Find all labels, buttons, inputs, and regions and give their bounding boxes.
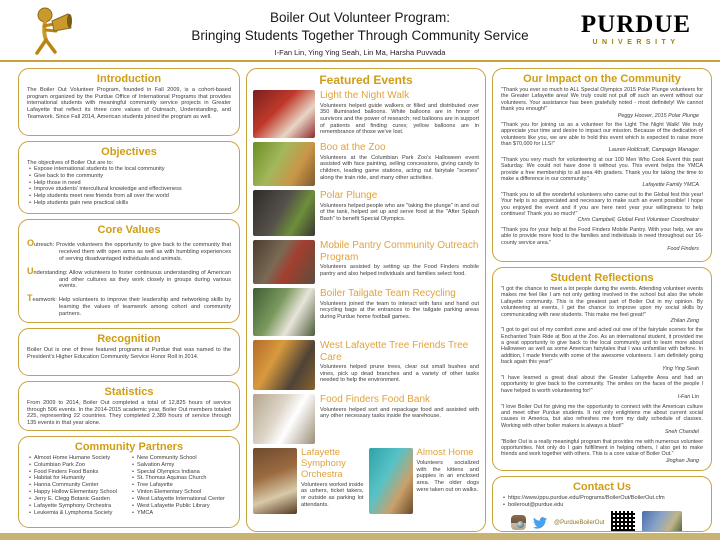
quote-attribution: Lauren Holdcraft, Campaign Manager (608, 147, 699, 154)
core-values-title: Core Values (97, 224, 161, 236)
partner-item: • Lafayette Symphony Orchestra (27, 503, 128, 510)
light-the-night-photo (253, 90, 315, 138)
section-contact-us (492, 476, 712, 532)
quote-attribution: Chris Campbell, Global Fest Volunteer Coordinator (577, 217, 699, 224)
quote-text: "Thank you to all the wonderful volunteers who came out to the Global fest this year! Your help is so appreciated and necessary to make such an event possible! I hope you enjoyed the event and if you are here next year your willingness to help continues! Thank you so much!" (501, 191, 703, 218)
partner-item: • Food Finders Food Banks (27, 469, 128, 476)
impact-quote (501, 227, 703, 253)
objective-item: • Give back to the community (27, 173, 231, 180)
section-student-reflections (492, 267, 712, 471)
impact-title: Our Impact on the Community (523, 73, 681, 85)
core-value-understanding: Understanding: Allow volunteers to foster continuous understanding of American and other cultures as they work closely in groups during various events. (27, 265, 231, 290)
reflection-quote (501, 286, 703, 324)
quote-text: "I have learned a great deal about the Greater Lafayette Area and had an opportunity to give back to the community. The smiles on the faces of the people I have helped is worth volunteering for!" (501, 375, 703, 394)
partner-item: • YMCA (130, 510, 231, 517)
quote-attribution: Ying Ying Seah (662, 365, 699, 372)
qr-code (611, 511, 635, 532)
quote-text: "I got to get out of my comfort zone and acted out one of the fairytale scenes for the Enchanted Train Ride at Boo at the Zoo. As an international student, it provided me a great opportunity to give back to the local community and to learn more about Halloween as well as some American fairytales that I was unfamiliar with before. In addition, I made friends with some of the awesome volunteers. I am definitely going back again this year!" (501, 327, 703, 366)
partner-item: • West Lafayette International Center (130, 496, 231, 503)
partner-item: • Habitat for Humanity (27, 475, 128, 482)
event-body: Volunteers helped people who are "taking the plunge" in and out of the tank, helped set up and serve food at the "After Splash Bash" to benefit Special Olympics. (320, 202, 479, 222)
event-almost-home (369, 448, 480, 514)
partner-item: • Special Olympics Indiana (130, 469, 231, 476)
introduction-body: The Boiler Out Volunteer Program, founded in Fall 2009, is a cohort-based program organized by the Purdue Office of International Programs that provides international students with meaningful community service projects in Greater Lafayette that reflect its three core values of Outreach, Understanding, and Teamwork. Since Fall 2014, American students joined the program as well. (27, 87, 231, 120)
event-boo-at-the-zoo (253, 142, 479, 186)
objective-item: • Help students meet new friends from all over the world (27, 193, 231, 200)
purdue-wordmark: PURDUE (580, 11, 692, 38)
objective-item: • Expose international students to the local community (27, 166, 231, 173)
mobile-pantry-photo (253, 240, 315, 284)
partner-item: • Happy Hollow Elementary School (27, 489, 128, 496)
partner-item: • New Community School (130, 455, 231, 462)
reflections-title: Student Reflections (550, 272, 654, 284)
event-body: Volunteers assisted by setting up the Food Finders mobile pantry and also helped individuals and families select food. (320, 264, 479, 277)
partner-item: • Jerry E. Clegg Botanic Garden (27, 496, 128, 503)
objective-item: • Help those in need (27, 180, 231, 187)
community-partners-title: Community Partners (74, 441, 184, 453)
event-food-finders-food-bank (253, 394, 479, 444)
quote-text: "Thank you ever so much to ALL Special Olympics 2015 Polar Plunge volunteers for the Greater Lafayette area! We truly could not pull off such an event without our volunteers. Your assistance has been gratefully noted - most definitely! We cannot thank you enough!" (501, 87, 703, 113)
boo-at-the-zoo-photo (253, 142, 315, 186)
objective-item: • Improve students' intercultural knowledge and effectiveness (27, 186, 231, 193)
event-light-the-night-walk (253, 90, 479, 138)
event-tree-friends-tree-care (253, 340, 479, 390)
impact-quote (501, 157, 703, 189)
almost-home-photo (369, 448, 413, 514)
partner-item: • St. Thomas Aquinas Church (130, 475, 231, 482)
reflection-quote (501, 375, 703, 401)
event-heading: Boo at the Zoo (320, 142, 386, 153)
objectives-title: Objectives (101, 146, 157, 158)
featured-events-title: Featured Events (319, 73, 413, 87)
statistics-body: From 2009 to 2014, Boiler Out completed a total of 12,825 hours of service through 506 events. In the 2014-2015 academic year, Boiler Out members totaled 225, representing 22 countries. They completed 2,389 hours of service through 135 events in that year alone. (27, 400, 231, 427)
statistics-title: Statistics (104, 386, 154, 398)
partner-item: • Columbian Park Zoo (27, 462, 128, 469)
purdue-university-label: UNIVERSITY (592, 39, 680, 46)
partner-item: • Vinton Elementary School (130, 489, 231, 496)
impact-quote (501, 122, 703, 154)
boilermaker-megaphone-logo (30, 4, 74, 58)
quote-text: "Thank you for joining us as a volunteer for the Light The Night Walk! We truly appreciate your time and desire to impact our mission. Because of the dedication of volunteers like you, we are able to hold this event which is expected to raise more than $70,000 for LLS!" (501, 121, 703, 148)
objective-item: • Help students gain new practical skills (27, 200, 231, 207)
event-body: Volunteers at the Columbian Park Zoo's Halloween event assisted with face painting, selling concessions, giving candy to children, leading game stations, acting out fairytale "scenes" along the train ride, and many other activities. (320, 154, 479, 181)
event-heading: Lafayette Symphony Orchestra (301, 447, 346, 480)
section-featured-events (246, 68, 486, 532)
event-mobile-pantry (253, 240, 479, 284)
quote-attribution: Food Finders (667, 246, 699, 253)
section-introduction (18, 68, 240, 136)
poster-title (150, 9, 570, 57)
recognition-title: Recognition (97, 333, 161, 345)
instagram-icon[interactable] (511, 515, 526, 530)
quote-text: "Boiler Out is a really meaningful program that provides me with numerous volunteer opportunities. Not only do I gain fulfillment in helping others, I also get to make friends and work together with others. This is a core value of Boiler Out." (501, 438, 703, 458)
event-body: Volunteers helped prune trees, clear out small bushes and vines, pick up dead branches and a variety of other tasks needed to help the environment. (320, 364, 479, 384)
event-body: Volunteers helped sort and repackage food and assisted with any other necessary tasks inside the warehouse. (320, 406, 479, 420)
quote-attribution: Jinghan Jiang (665, 457, 699, 464)
contact-url-link[interactable]: • https://www.ippu.purdue.edu/Programs/BoilerOut/BoilerOut.cfm (501, 495, 703, 502)
partner-item: • Tree Lafayette (130, 482, 231, 489)
partners-column-1 (27, 455, 128, 516)
impact-quote (501, 87, 703, 119)
contact-title: Contact Us (572, 481, 632, 493)
reflection-quote (501, 327, 703, 372)
event-heading: Mobile Pantry Community Outreach Program (320, 240, 479, 263)
quote-attribution: I-Fan Lin (677, 394, 699, 401)
quote-attribution: Peggy Hoover, 2015 Polar Plunge (617, 112, 699, 119)
section-core-values (18, 219, 240, 323)
footer-bar (0, 533, 720, 540)
event-body: Volunteers helped guide walkers or filled and distributed over 350 illuminated balloons. White balloons are in honor of survivors and the power of research; red balloons are in support of patients and finding cures; yellow balloons are in remembrance of those we've lost. (320, 102, 479, 136)
core-value-teamwork: Teamwork: Help volunteers to improve their leadership and networking skills by learning the values of teamwork among cohort and community partners. (27, 293, 232, 317)
core-value-letter: O (27, 238, 35, 248)
event-lafayette-symphony (253, 448, 364, 514)
tailgate-recycling-photo (253, 288, 315, 336)
symphony-photo (253, 448, 297, 514)
partner-item: • Leukemia & Lymphoma Society (27, 510, 128, 517)
header-divider (0, 60, 720, 62)
section-recognition (18, 328, 240, 376)
event-boiler-tailgate-recycling (253, 288, 479, 336)
quote-attribution: Zhilan Zeng (670, 317, 699, 324)
event-polar-plunge (253, 190, 479, 236)
contact-social-row (501, 511, 703, 532)
event-body: Volunteers joined the team to interact with fans and hand out recycling bags at the entrances to the tailgate parking areas during Purdue home football games. (320, 300, 479, 320)
twitter-handle[interactable]: @PurdueBoilerOut (554, 519, 605, 526)
partner-item: • Almost Home Humane Society (27, 455, 128, 462)
section-community-partners (18, 436, 240, 528)
reflection-quote (501, 404, 703, 436)
event-heading: Almost Home (416, 447, 474, 458)
partner-item: • West Lafayette Public Library (130, 503, 231, 510)
contact-email-link[interactable]: • boilerout@purdue.edu (501, 502, 703, 509)
recognition-body: Boiler Out is one of three featured programs at Purdue that was named to the President's Higher Education Community Service Honor Roll in 2014. (27, 347, 231, 360)
objectives-intro: The objectives of Boiler Out are to: (27, 160, 114, 166)
food-finders-photo (253, 394, 315, 444)
contact-photo (642, 511, 682, 532)
event-heading: Boiler Tailgate Team Recycling (320, 288, 456, 299)
quote-text: "I got the chance to meet a lot people during the events. Attending volunteer events makes me feel like I am not only getting involved in the school but also the whole Lafayette community. This is the greatest part of Boiler Out in my opinion. By volunteering at events, I get the chance to improve upon my social skills by communicating with new students. This make me feel great!" (501, 286, 703, 318)
partner-item: • Hanna Community Center (27, 482, 128, 489)
authors: I-Fan Lin, Ying Ying Seah, Lin Ma, Harsha Puvvada (274, 48, 446, 58)
quote-text: "I love Boiler Out for giving me the opportunity to connect with the American culture and meet other Purdue students. It not only enlightens me about current social causes in America, but also refreshes me from my daily schedule of classes. Working with other boiler makers is always a blast!" (501, 403, 703, 429)
twitter-icon[interactable] (533, 517, 547, 529)
partner-item: • Salvation Army (130, 462, 231, 469)
core-value-letter: U (27, 265, 34, 276)
purdue-logo (566, 12, 706, 46)
reflection-quote (501, 439, 703, 465)
event-heading: Light the Night Walk (320, 90, 410, 101)
title-line-2: Bringing Students Together Through Community Service (191, 27, 529, 43)
title-line-1: Boiler Out Volunteer Program: (269, 10, 451, 25)
event-body: Volunteers worked inside as ushers, ticket takers, or outside as parking lot attendants. (301, 481, 364, 508)
tree-care-photo (253, 340, 315, 390)
event-heading: West Lafayette Tree Friends Tree Care (320, 340, 469, 363)
quote-text: "Thank you very much for volunteering at our 100 Men Who Cook Event this past Saturday. We could not have done it without you. This event helps the YMCA provide a free membership to all area 4th graders. Thank you for taking the time to make a difference in our community." (501, 156, 703, 183)
polar-plunge-photo (253, 190, 315, 236)
core-value-outreach: Outreach: Provide volunteers the opportunity to give back to the community that received them with open arms as well as with humbling experiences of serving disadvantaged individuals and animals. (27, 238, 232, 262)
core-value-letter: T (27, 293, 33, 304)
section-impact (492, 68, 712, 262)
section-objectives (18, 141, 240, 214)
section-statistics (18, 381, 240, 431)
quote-attribution: Sneh Chandel (664, 429, 699, 436)
introduction-title: Introduction (96, 73, 162, 85)
quote-text: "Thank you for your help at the Food Finders Mobile Pantry. With your help, we are able to provide more food to the families and individuals in need throughout our 16-county service area." (501, 226, 703, 246)
partners-column-2 (130, 455, 231, 516)
event-body: Volunteers socialized with the kittens and puppies in an enclosed area. The older dogs were taken out on walks. (416, 459, 479, 493)
event-heading: Food Finders Food Bank (320, 394, 431, 405)
quote-attribution: Lafayette Family YMCA (642, 182, 699, 189)
event-heading: Polar Plunge (320, 190, 378, 201)
impact-quote (501, 192, 703, 224)
